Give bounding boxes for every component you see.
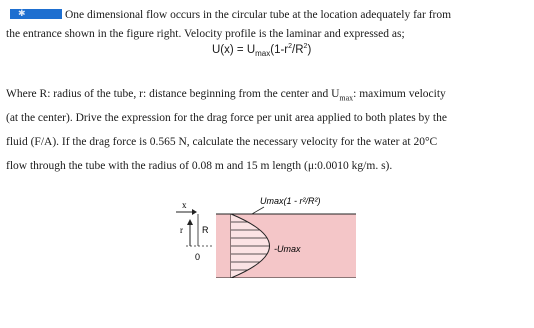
origin-label: 0 bbox=[195, 252, 201, 262]
problem-line-1 bbox=[10, 8, 451, 22]
velocity-profile-diagram bbox=[168, 188, 368, 278]
problem-line-3 bbox=[6, 87, 446, 105]
eq-sup-2: 2 bbox=[303, 43, 308, 50]
line-3-sub: max bbox=[339, 93, 354, 103]
r-axis-arrowhead bbox=[187, 219, 193, 225]
problem-line-5: fluid (F/A). If the drag force is 0.565 N, calculate the necessary velocity for the water at 20°C bbox=[6, 136, 438, 148]
line-3-end: : maximum velocity bbox=[353, 88, 446, 100]
R-label: R bbox=[202, 225, 209, 235]
eq-sup-1: 2 bbox=[288, 43, 293, 50]
eq-mid: (1-r bbox=[270, 43, 289, 56]
line-1-text: One dimensional flow occurs in the circular tube at the location adequately far from bbox=[65, 9, 452, 21]
top-formula-label: Umax(1 - r²/R²) bbox=[260, 196, 321, 206]
eq-end: ) bbox=[307, 43, 312, 56]
velocity-equation bbox=[212, 43, 311, 58]
line-3-text: Where R: radius of the tube, r: distance beginning from the center and U bbox=[6, 88, 340, 100]
eq-lhs: U(x) = U bbox=[212, 43, 256, 56]
redacted-mark: ✱ bbox=[10, 9, 62, 19]
x-axis-arrowhead bbox=[192, 209, 197, 215]
problem-line-4: (at the center). Drive the expression for the drag force per unit area applied to both plates by the bbox=[6, 112, 447, 124]
eq-mid-2: /R bbox=[292, 43, 304, 56]
problem-line-2: the entrance shown in the figure right. Velocity profile is the laminar and expressed as; bbox=[6, 28, 405, 40]
x-axis-label: x bbox=[182, 200, 187, 210]
problem-line-6: flow through the tube with the radius of 0.08 m and 15 m length (μ:0.0010 kg/m. s). bbox=[6, 160, 393, 172]
eq-sub: max bbox=[255, 49, 271, 59]
r-label: r bbox=[180, 225, 183, 235]
tube-figure bbox=[168, 188, 368, 283]
umax-label: -Umax bbox=[274, 244, 301, 254]
top-formula-leader bbox=[252, 207, 264, 214]
